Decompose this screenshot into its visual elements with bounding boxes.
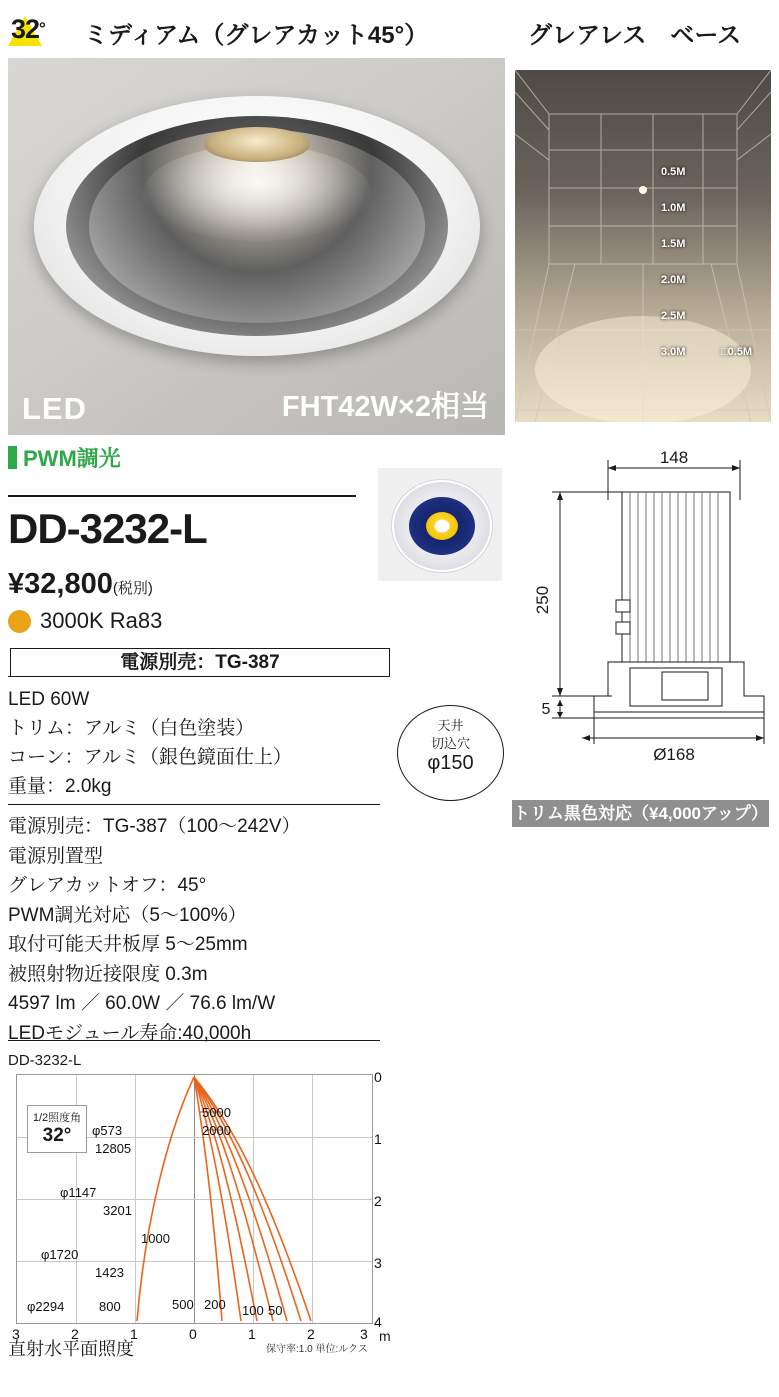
- power-supply-label: 電源別売：TG-387: [120, 652, 280, 673]
- dimming-label-group: [8, 442, 121, 473]
- chart-title: DD-3232-L: [8, 1052, 82, 1069]
- spec-primary-3: 重量：2.0kg: [8, 776, 112, 797]
- ceiling-cutout-circle: [397, 705, 504, 801]
- chart-note: 保守率:1.0 単位:ルクス: [266, 1344, 368, 1355]
- chart-plot-area: [16, 1074, 373, 1324]
- svg-text:250: 250: [533, 585, 552, 615]
- beam-angle-box-label: 1/2照度角: [32, 1112, 82, 1124]
- chart-ytick-4: 4: [374, 1314, 382, 1330]
- chart-lux-1: 12805: [95, 1141, 132, 1156]
- spec-secondary-6: 4597 lm ／ 60.0W ／ 76.6 lm/W: [8, 993, 276, 1014]
- dimming-marker-icon: [8, 446, 17, 469]
- chart-iso-500: 500: [172, 1297, 194, 1312]
- chart-xtick-6: 3: [360, 1326, 368, 1342]
- ceiling-cutout-line2: 切込穴: [430, 736, 470, 751]
- svg-text:148: 148: [659, 450, 689, 467]
- price: [8, 568, 153, 601]
- chart-diameter-4: φ2294: [27, 1299, 65, 1314]
- light-distribution-icon-box: [378, 468, 502, 581]
- trim-color-note-label: トリム黒色対応（¥4,000アップ）: [513, 804, 768, 823]
- chart-iso-2000: 2000: [202, 1123, 231, 1138]
- distribution-icon: [392, 480, 492, 572]
- spec-secondary-4: 取付可能天井板厚 5～25mm: [8, 934, 248, 955]
- color-temperature-dot-icon: [8, 610, 31, 633]
- spec-secondary-7: LEDモジュール寿命:40,000h: [8, 1022, 252, 1044]
- illuminance-chart: [8, 1052, 408, 1359]
- spec-secondary-2: グレアカットオフ：45°: [8, 875, 207, 896]
- chart-xtick-4: 1: [248, 1326, 256, 1342]
- room-scale-0: 0.5M: [661, 166, 686, 178]
- spec-primary-list: [8, 685, 368, 801]
- chart-ytick-0: 0: [374, 1069, 382, 1085]
- svg-text:Ø168: Ø168: [653, 745, 695, 764]
- room-scale-2: 1.5M: [661, 238, 686, 250]
- spec-secondary-5: 被照射物近接限度 0.3m: [8, 963, 208, 985]
- led-lamp: [204, 127, 311, 162]
- ceiling-cutout-diameter: φ150: [427, 752, 474, 774]
- photo-led-label: LED: [22, 391, 87, 426]
- dimension-svg: [512, 450, 774, 790]
- spec-primary-0: LED 60W: [8, 689, 90, 710]
- chart-xtick-3: 0: [189, 1326, 197, 1342]
- chart-lux-2: 3201: [103, 1203, 132, 1218]
- chart-iso-200: 200: [204, 1297, 226, 1312]
- dimming-label: PWM調光: [23, 446, 121, 471]
- chart-xtick-0: 3: [12, 1326, 20, 1342]
- header-title: ミディアム（グレアカット45°）: [84, 22, 429, 49]
- chart-iso-1000: 1000: [141, 1231, 170, 1246]
- page-header: [0, 0, 779, 58]
- price-tax-note: (税別): [112, 580, 153, 597]
- chart-diameter-1: φ573: [92, 1123, 123, 1138]
- photo-equivalent-label: FHT42W×2相当: [281, 391, 489, 423]
- distribution-center: [435, 520, 450, 533]
- chart-ytick-1: 1: [374, 1131, 382, 1147]
- beam-angle-box-value: 32°: [42, 1125, 72, 1146]
- room-scale-5: 3.0M: [661, 346, 686, 358]
- chart-lux-3: 1423: [95, 1265, 124, 1280]
- trim-color-note: [512, 800, 769, 827]
- divider-top: [8, 495, 356, 497]
- spec-secondary-list: [8, 812, 380, 1048]
- room-scale-1: 1.0M: [661, 202, 686, 214]
- price-value: ¥32,800: [8, 568, 113, 600]
- chart-diameter-3: φ1720: [41, 1247, 79, 1262]
- cone-outer: [66, 116, 448, 336]
- chart-lux-4: 800: [99, 1299, 121, 1314]
- beam-angle-value: 32: [11, 14, 40, 44]
- color-temperature-label: 3000K Ra83: [40, 608, 163, 633]
- chart-xtick-2: 1: [130, 1326, 138, 1342]
- room-illumination-photo: [515, 70, 771, 422]
- chart-footer-label: 直射水平面照度: [8, 1339, 134, 1359]
- model-number: DD-3232-L: [8, 505, 207, 552]
- color-temperature-group: [8, 608, 162, 634]
- room-grid-overlay: [515, 70, 771, 422]
- chart-xtick-5: 2: [307, 1326, 315, 1342]
- spec-primary-1: トリム：アルミ（白色塗装）: [8, 718, 255, 739]
- chart-iso-100: 100: [242, 1303, 264, 1318]
- chart-leader-lines: [17, 1075, 372, 1323]
- chart-ytick-3: 3: [374, 1255, 382, 1271]
- divider-lower: [8, 804, 380, 805]
- svg-text:5: 5: [541, 701, 551, 718]
- chart-iso-5000: 5000: [202, 1105, 231, 1120]
- downlight-fixture-image: [34, 96, 480, 356]
- spec-secondary-0: 電源別売：TG-387（100～242V）: [8, 816, 301, 837]
- room-scale-4: 2.5M: [661, 310, 686, 322]
- chart-iso-50: 50: [268, 1303, 283, 1318]
- spec-secondary-1: 電源別置型: [8, 845, 104, 867]
- ceiling-cutout-line1: 天井: [437, 718, 464, 733]
- room-scale-3: 2.0M: [661, 274, 686, 286]
- dimension-drawing: [512, 450, 774, 790]
- chart-xtick-1: 2: [71, 1326, 79, 1342]
- chart-ytick-2: 2: [374, 1193, 382, 1209]
- power-supply-box: [10, 648, 390, 677]
- beam-angle-badge: [8, 14, 46, 44]
- product-photo: [8, 58, 505, 435]
- header-title-right: グレアレス ベース: [528, 22, 742, 49]
- beam-angle-degree: °: [39, 19, 46, 38]
- spec-secondary-3: PWM調光対応（5～100%）: [8, 904, 247, 926]
- chart-unit-m: m: [379, 1328, 391, 1344]
- spec-primary-2: コーン：アルミ（銀色鏡面仕上）: [8, 747, 292, 768]
- chart-diameter-2: φ1147: [60, 1185, 97, 1200]
- room-corner-label: □0.5M: [721, 346, 753, 358]
